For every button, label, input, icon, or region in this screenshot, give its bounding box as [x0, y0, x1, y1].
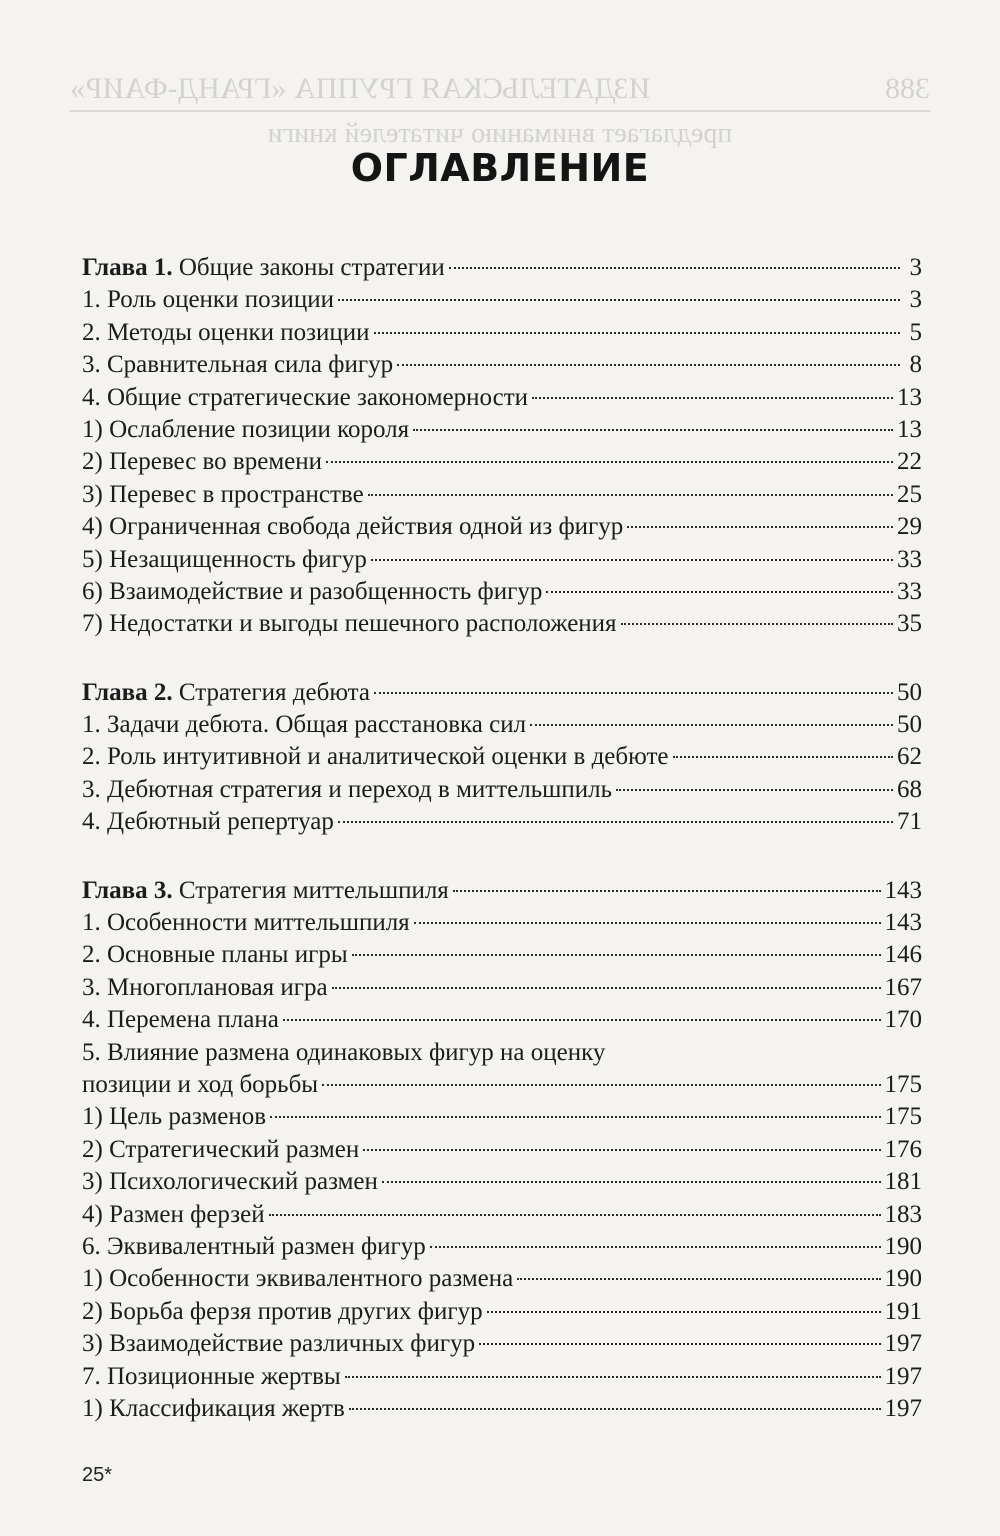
entry-label: 4. Перемена плана — [82, 1006, 279, 1034]
dot-leader — [363, 1149, 880, 1151]
entry-label: 4. Общие стратегические закономерности — [82, 383, 529, 411]
page-number: 68 — [897, 775, 922, 803]
dot-leader — [270, 1116, 880, 1118]
page-number: 33 — [897, 545, 922, 573]
page-number: 176 — [884, 1135, 922, 1163]
dot-leader — [332, 987, 881, 989]
bleed-header-left: ИЗДАТЕЛЬСКАЯ ГРУППА «ГРАНД-ФАИР» — [70, 72, 651, 105]
chapter-title: Общие законы стратегии — [178, 254, 445, 281]
entry-label: 1. Особенности миттельшпиля — [82, 909, 410, 937]
toc-entry — [82, 349, 922, 381]
page-number: 33 — [897, 577, 922, 605]
page-number: 143 — [884, 876, 922, 904]
toc-entry — [82, 576, 922, 608]
table-of-contents — [82, 252, 922, 1425]
dot-leader — [530, 724, 893, 726]
page-number: 191 — [884, 1297, 922, 1325]
dot-leader — [371, 559, 893, 561]
entry-label: 3. Дебютная стратегия и переход в миттельшпиль — [82, 775, 612, 803]
toc-entry — [82, 608, 922, 640]
toc-entry — [82, 907, 922, 939]
page-number: 29 — [897, 513, 922, 541]
page-title: ОГЛАВЛЕНИЕ — [350, 146, 650, 190]
dot-leader — [532, 397, 893, 399]
toc-entry — [82, 1393, 922, 1425]
entry-label: 7. Позиционные жертвы — [82, 1362, 341, 1390]
page-number: 197 — [884, 1362, 922, 1390]
entry-label: 1) Классификация жертв — [82, 1394, 345, 1422]
page-number: 183 — [884, 1200, 922, 1228]
page-number: 22 — [897, 448, 922, 476]
dot-leader — [413, 429, 893, 431]
toc-entry — [82, 774, 922, 806]
chapter-title: Стратегия дебюта — [178, 678, 371, 706]
page-number: 146 — [884, 941, 922, 969]
chapter-label: Глава 2. — [82, 678, 173, 706]
page-number: 8 — [909, 351, 922, 379]
dot-leader — [326, 461, 893, 463]
dot-leader — [487, 1311, 881, 1313]
dot-leader — [673, 756, 894, 758]
dot-leader — [269, 1214, 881, 1216]
dot-leader — [517, 1278, 880, 1280]
entry-label: 1) Особенности эквивалентного размена — [82, 1265, 514, 1293]
dot-leader — [368, 494, 893, 496]
entry-label: позиции и ход борьбы — [82, 1070, 319, 1098]
page-number: 5 — [909, 318, 922, 346]
page-number: 3 — [909, 254, 922, 281]
page-number: 62 — [897, 743, 922, 771]
page-number: 25 — [897, 480, 922, 508]
dot-leader — [374, 692, 893, 694]
bleed-header-right: 388 — [885, 72, 930, 105]
page-number: 175 — [884, 1070, 922, 1098]
toc-entry — [82, 382, 922, 414]
dot-leader — [397, 364, 900, 366]
page-number: 71 — [897, 808, 922, 836]
toc-entry — [82, 806, 922, 838]
toc-entry — [82, 1328, 922, 1360]
page-number: 197 — [884, 1394, 922, 1422]
dot-leader — [322, 1084, 880, 1086]
page-number: 3 — [909, 286, 922, 314]
dot-leader — [382, 1181, 881, 1183]
dot-leader — [414, 922, 881, 924]
toc-entry — [82, 1231, 922, 1263]
dot-leader — [430, 1246, 881, 1248]
toc-entry — [82, 1263, 922, 1295]
toc-entry-continuation — [82, 1069, 922, 1101]
toc-entry — [82, 709, 922, 741]
toc-entry — [82, 1296, 922, 1328]
dot-leader — [621, 623, 893, 625]
entry-label: 3) Перевес в пространстве — [82, 480, 364, 508]
page-number: 181 — [884, 1168, 922, 1196]
dot-leader — [616, 789, 893, 791]
signature-mark: 25* — [82, 1464, 113, 1486]
toc-entry — [82, 414, 922, 446]
chapter-label: Глава 3. — [82, 876, 173, 904]
entry-label: 4) Размен ферзей — [82, 1200, 265, 1228]
page-number: 190 — [884, 1232, 922, 1260]
page-number: 13 — [897, 415, 922, 443]
dot-leader — [349, 1408, 881, 1410]
entry-label: 2) Борьба ферзя против других фигур — [82, 1297, 483, 1325]
toc-chapter-1-heading — [82, 252, 922, 284]
dot-leader — [449, 267, 900, 269]
page-number: 170 — [884, 1006, 922, 1034]
toc-entry — [82, 741, 922, 773]
toc-entry — [82, 479, 922, 511]
dot-leader — [627, 526, 893, 528]
page-number: 197 — [884, 1330, 922, 1358]
toc-chapter-2-heading — [82, 677, 922, 709]
toc-entry — [82, 1101, 922, 1133]
dot-leader — [453, 890, 881, 892]
entry-label: 3. Сравнительная сила фигур — [82, 351, 394, 379]
entry-label: 5. Влияние размена одинаковых фигур на оценку — [82, 1038, 606, 1066]
toc-entry — [82, 1166, 922, 1198]
chapter-gap — [82, 641, 922, 677]
entry-label: 2) Перевес во времени — [82, 448, 323, 476]
page-number: 175 — [884, 1103, 922, 1131]
page-number: 190 — [884, 1265, 922, 1293]
bleed-header — [70, 72, 930, 112]
entry-label: 7) Недостатки и выгоды пешечного расположения — [82, 610, 617, 638]
toc-entry — [82, 1199, 922, 1231]
toc-chapter-3-heading — [82, 875, 922, 907]
page-number: 50 — [897, 711, 922, 739]
toc-entry — [82, 544, 922, 576]
entry-label: 2. Роль интуитивной и аналитической оценки в дебюте — [82, 743, 669, 771]
dot-leader — [479, 1343, 880, 1345]
entry-label: 5) Незащищенность фигур — [82, 545, 367, 573]
dot-leader — [283, 1019, 881, 1021]
entry-label: 1) Цель разменов — [82, 1103, 267, 1131]
bleed-subheader: предлагает вниманию читателей книги — [267, 118, 733, 149]
entry-label: 3. Многоплановая игра — [82, 973, 328, 1001]
dot-leader — [338, 299, 900, 301]
dot-leader — [374, 332, 900, 334]
chapter-label: Глава 1. — [82, 254, 173, 281]
toc-entry — [82, 317, 922, 349]
toc-entry — [82, 939, 922, 971]
toc-entry — [82, 511, 922, 543]
toc-entry — [82, 446, 922, 478]
toc-entry — [82, 1004, 922, 1036]
dot-leader — [546, 591, 893, 593]
page-number: 50 — [897, 678, 922, 706]
chapter-gap — [82, 839, 922, 875]
dot-leader — [345, 1376, 881, 1378]
toc-entry — [82, 1361, 922, 1393]
toc-entry — [82, 1037, 922, 1069]
page-number: 143 — [884, 909, 922, 937]
entry-label: 4) Ограниченная свобода действия одной из фигур — [82, 513, 624, 541]
entry-label: 1. Роль оценки позиции — [82, 286, 334, 314]
page-number: 167 — [884, 973, 922, 1001]
toc-entry — [82, 972, 922, 1004]
entry-label: 2. Основные планы игры — [82, 941, 348, 969]
entry-label: 6. Эквивалентный размен фигур — [82, 1232, 426, 1260]
entry-label: 2. Методы оценки позиции — [82, 318, 370, 346]
chapter-title: Стратегия миттельшпиля — [178, 876, 449, 904]
page-number: 13 — [897, 383, 922, 411]
entry-label: 1) Ослабление позиции короля — [82, 415, 410, 443]
toc-entry — [82, 1134, 922, 1166]
entry-label: 3) Взаимодействие различных фигур — [82, 1330, 476, 1358]
entry-label: 3) Психологический размен — [82, 1168, 378, 1196]
entry-label: 1. Задачи дебюта. Общая расстановка сил — [82, 711, 527, 739]
toc-entry — [82, 284, 922, 316]
entry-label: 4. Дебютный репертуар — [82, 808, 334, 836]
entry-label: 6) Взаимодействие и разобщенность фигур — [82, 577, 543, 605]
dot-leader — [352, 954, 881, 956]
dot-leader — [338, 821, 893, 823]
page-number: 35 — [897, 610, 922, 638]
entry-label: 2) Стратегический размен — [82, 1135, 360, 1163]
